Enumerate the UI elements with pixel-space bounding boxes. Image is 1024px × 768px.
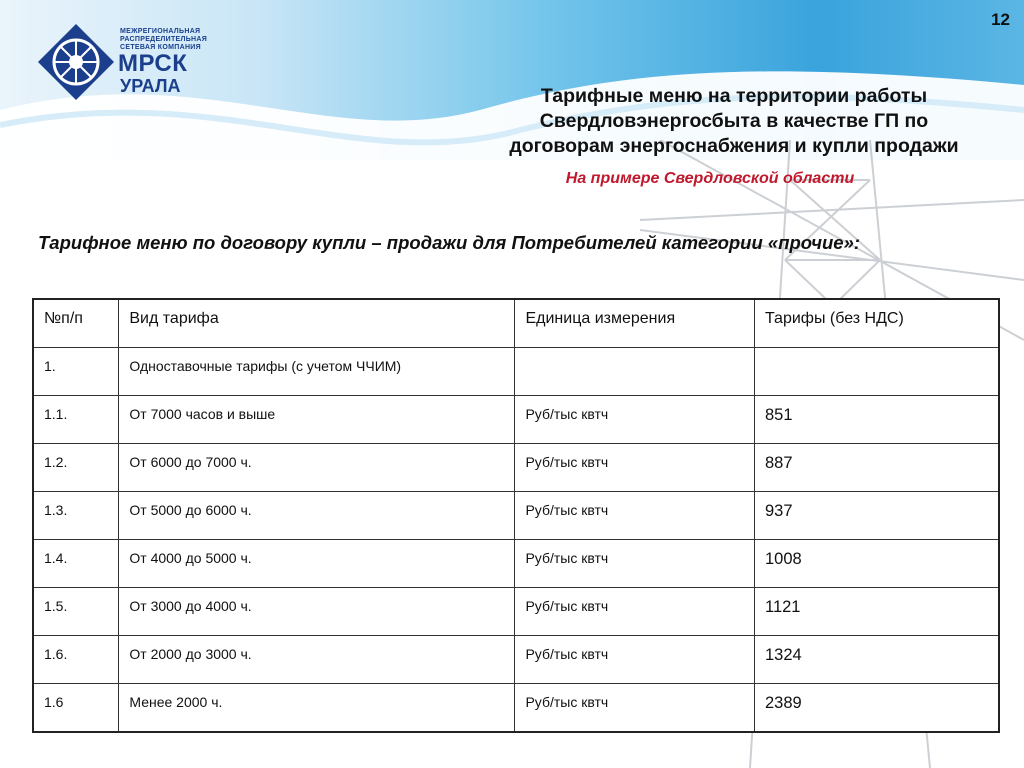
cell-tariff-value — [755, 348, 1000, 396]
table-row — [33, 492, 999, 540]
cell-tariff-type: От 2000 до 3000 ч. — [119, 636, 515, 684]
header-unit: Единица измерения — [515, 299, 755, 348]
table-row — [33, 444, 999, 492]
slide-title: Тарифные меню на территории работы Свердловэнергосбыта в качестве ГП по договорам энергоснабжения и купли продажи — [509, 85, 959, 157]
table-row — [33, 540, 999, 588]
cell-tariff-value: 937 — [755, 492, 1000, 540]
table-row — [33, 684, 999, 733]
logo-name: МРСК — [118, 50, 188, 77]
cell-number: 1.6. — [33, 636, 119, 684]
cell-unit — [515, 348, 755, 396]
cell-unit: Руб/тыс квтч — [515, 684, 755, 733]
cell-tariff-type: От 5000 до 6000 ч. — [119, 492, 515, 540]
cell-tariff-value: 887 — [755, 444, 1000, 492]
header-tariff-value: Тарифы (без НДС) — [755, 299, 1000, 348]
cell-unit: Руб/тыс квтч — [515, 492, 755, 540]
table-row — [33, 636, 999, 684]
table-row — [33, 348, 999, 396]
slide-subtitle: На примере Свердловской области — [565, 170, 855, 187]
cell-tariff-type: От 3000 до 4000 ч. — [119, 588, 515, 636]
logo-small-text: МЕЖРЕГИОНАЛЬНАЯ РАСПРЕДЕЛИТЕЛЬНАЯ СЕТЕВАЯ КОМПАНИЯ — [120, 28, 208, 51]
cell-tariff-type: От 7000 часов и выше — [119, 396, 515, 444]
header-number: №п/п — [33, 299, 119, 348]
cell-tariff-type: От 6000 до 7000 ч. — [119, 444, 515, 492]
page-number: 12 — [991, 10, 1010, 29]
table-row — [33, 588, 999, 636]
cell-tariff-type: Менее 2000 ч. — [119, 684, 515, 733]
cell-number: 1.4. — [33, 540, 119, 588]
header-tariff-type: Вид тарифа — [119, 299, 515, 348]
cell-tariff-value: 851 — [755, 396, 1000, 444]
cell-unit: Руб/тыс квтч — [515, 444, 755, 492]
cell-unit: Руб/тыс квтч — [515, 636, 755, 684]
cell-tariff-value: 1324 — [755, 636, 1000, 684]
cell-number: 1.2. — [33, 444, 119, 492]
cell-number: 1.5. — [33, 588, 119, 636]
cell-tariff-type: Одноставочные тарифы (с учетом ЧЧИМ) — [119, 348, 515, 396]
table-row — [33, 396, 999, 444]
cell-number: 1.6 — [33, 684, 119, 733]
cell-number: 1.1. — [33, 396, 119, 444]
cell-number: 1.3. — [33, 492, 119, 540]
cell-unit: Руб/тыс квтч — [515, 588, 755, 636]
section-heading: Тарифное меню по договору купли – продажи для Потребителей категории «прочие»: — [38, 232, 861, 253]
table-header-row — [33, 299, 999, 348]
logo-region: УРАЛА — [120, 76, 181, 96]
cell-tariff-value: 1008 — [755, 540, 1000, 588]
tariff-table — [32, 298, 1000, 733]
cell-unit: Руб/тыс квтч — [515, 396, 755, 444]
cell-unit: Руб/тыс квтч — [515, 540, 755, 588]
cell-number: 1. — [33, 348, 119, 396]
cell-tariff-value: 2389 — [755, 684, 1000, 733]
logo-emblem-icon — [34, 22, 118, 102]
cell-tariff-value: 1121 — [755, 588, 1000, 636]
cell-tariff-type: От 4000 до 5000 ч. — [119, 540, 515, 588]
